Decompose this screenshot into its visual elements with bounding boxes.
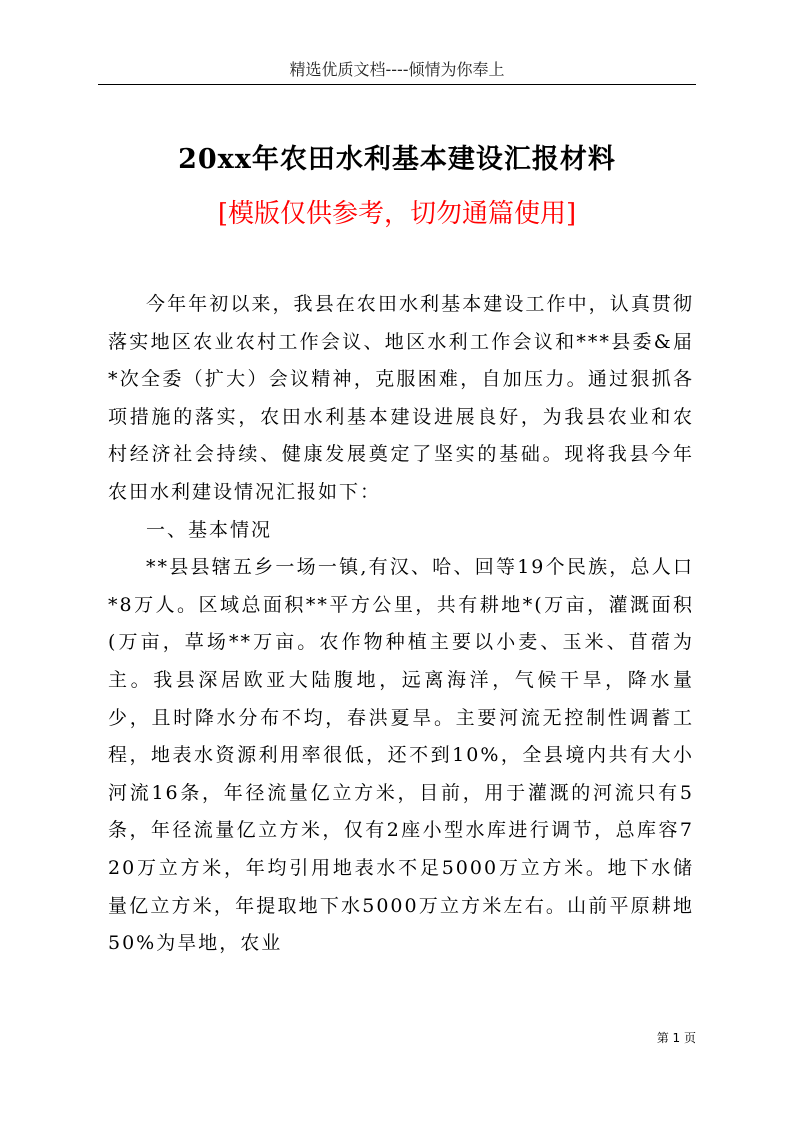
page-number: 第 1 页 [656,1031,696,1045]
section-heading: 一、基本情况 [146,518,273,541]
document-title: 20xx年农田水利基本建设汇报材料 [178,144,616,175]
page-header: 精选优质文档----倾情为你奉上 [289,60,505,79]
document-subtitle: [模版仅供参考，切勿通篇使用] [217,199,577,229]
paragraph-basic-situation: **县县辖五乡一场一镇,有汉、哈、回等19个民族，总人口*8万人。区域总面积**平方公里，共有耕地*(万亩，灌溉面积(万亩，草场**万亩。农作物种植主要以小麦、玉米、苜蓿为主。我县深居欧亚大陆腹地，远离海洋，气候干旱，降水量少，且时降水分布不均，春洪夏旱。主要河流无控制性调蓄工程，地表水资源利用率很低，还不到10%，全县境内共有大小河流16条，年径流量亿立方米，目前，用于灌溉的河流只有5条，年径流量亿立方米，仅有2座小型水库进行调节，总库容720万立方米，年均引用地表水不足5000万立方米。地下水储量亿立方米，年提取地下水5000万立方米左右。山前平原耕地50%为旱地，农业 [108,556,694,955]
document-body [108,286,694,963]
header-divider [98,84,696,85]
paragraph-intro: 今年年初以来，我县在农田水利基本建设工作中，认真贯彻落实地区农业农村工作会议、地区水利工作会议和***县委&届*次全委（扩大）会议精神，克服困难，自加压力。通过狠抓各项措施的落实，农田水利基本建设进展良好，为我县农业和农村经济社会持续、健康发展奠定了坚实的基础。现将我县今年农田水利建设情况汇报如下： [108,293,694,503]
